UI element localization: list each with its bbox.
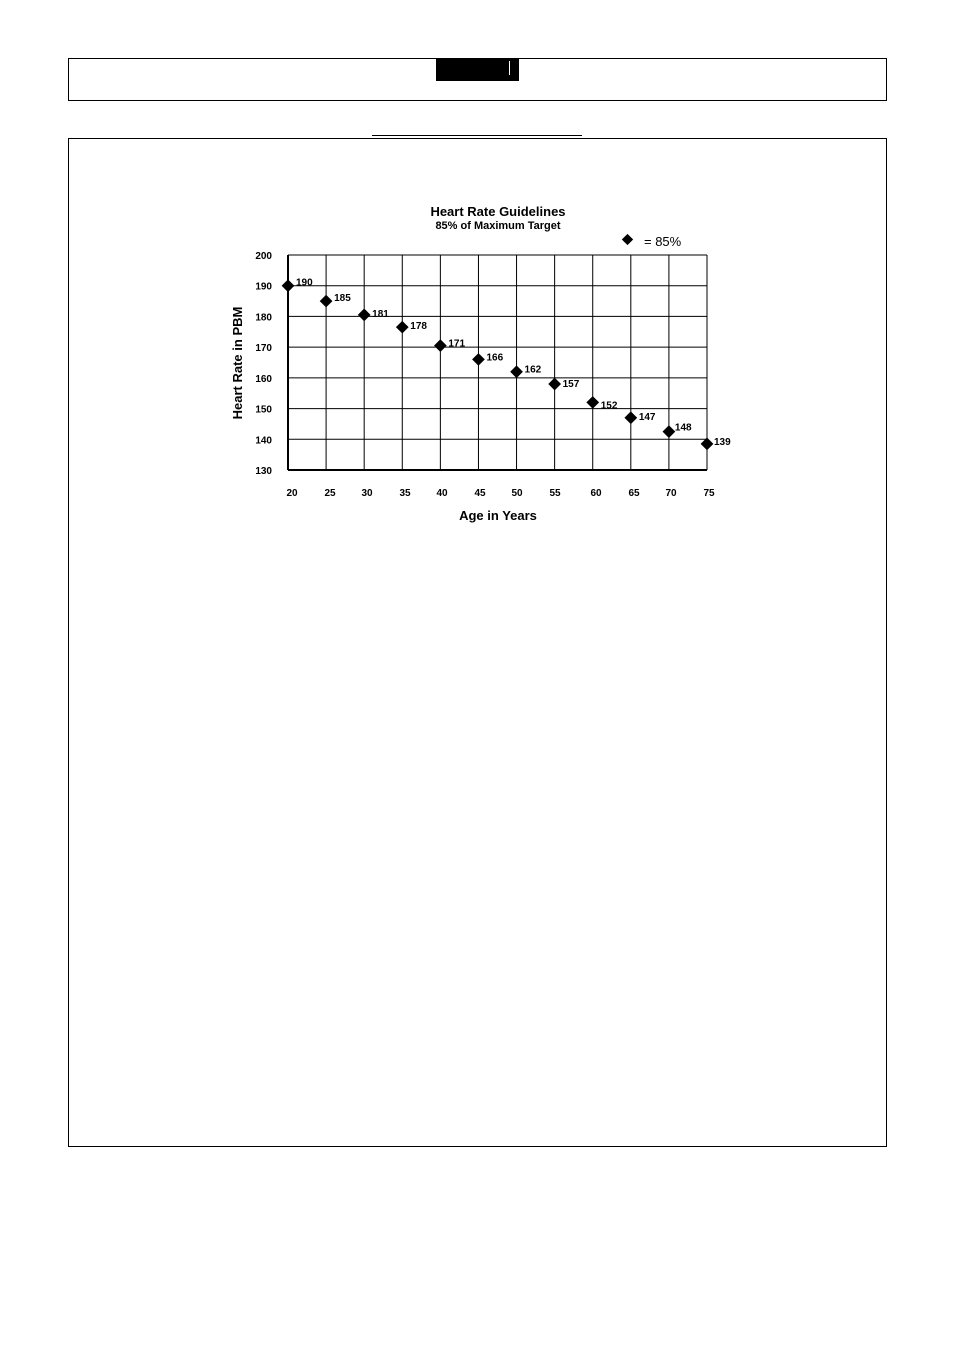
data-point-25	[320, 295, 333, 308]
x-tick-60: 60	[590, 488, 602, 499]
x-tick-30: 30	[361, 488, 373, 499]
y-tick-190: 190	[255, 281, 272, 293]
y-tick-140: 140	[255, 435, 272, 447]
data-point-70	[663, 425, 676, 438]
data-point-50	[510, 365, 523, 378]
x-tick-45: 45	[474, 488, 486, 499]
data-point-35	[396, 321, 409, 334]
data-label-50: 162	[524, 364, 542, 376]
chart-title: Heart Rate Guidelines	[430, 204, 566, 219]
data-label-25: 185	[334, 293, 351, 305]
data-label-55: 157	[562, 379, 580, 390]
data-point-30	[358, 309, 371, 322]
x-tick-75: 75	[703, 488, 715, 499]
x-tick-70: 70	[665, 488, 677, 499]
data-point-55	[548, 378, 561, 391]
y-axis-label: Heart Rate in PBM	[230, 306, 245, 420]
legend-marker	[622, 234, 633, 245]
data-label-20: 190	[296, 277, 313, 289]
x-axis-label: Age in Years	[459, 508, 537, 523]
x-tick-40: 40	[436, 488, 448, 499]
y-tick-150: 150	[255, 404, 272, 416]
data-point-45	[472, 353, 485, 366]
chart-legend	[622, 234, 682, 249]
legend-label: = 85%	[644, 234, 682, 249]
data-label-40: 171	[448, 338, 466, 350]
data-label-75: 139	[714, 436, 731, 448]
y-tick-160: 160	[255, 373, 272, 385]
x-axis-ticks	[286, 488, 715, 499]
data-label-45: 166	[486, 352, 504, 364]
data-point-60	[586, 396, 599, 409]
y-axis-ticks	[255, 251, 272, 477]
data-labels	[296, 278, 731, 448]
data-point-20	[282, 279, 295, 292]
chart-subtitle: 85% of Maximum Target	[435, 220, 561, 232]
x-tick-25: 25	[324, 488, 336, 499]
data-point-40	[434, 339, 447, 352]
y-tick-170: 170	[255, 343, 272, 355]
data-label-70: 148	[674, 422, 692, 434]
x-tick-55: 55	[549, 488, 561, 499]
data-points	[282, 279, 714, 450]
y-tick-130: 130	[255, 466, 272, 477]
data-label-65: 147	[638, 411, 656, 423]
x-tick-35: 35	[399, 488, 411, 499]
data-label-60: 152	[600, 400, 618, 412]
x-tick-50: 50	[511, 488, 523, 499]
data-point-65	[624, 411, 637, 424]
y-tick-180: 180	[255, 312, 272, 324]
x-tick-20: 20	[286, 488, 298, 499]
x-tick-65: 65	[628, 488, 640, 499]
data-label-35: 178	[410, 321, 427, 333]
y-tick-200: 200	[255, 251, 272, 262]
data-label-30: 181	[372, 308, 389, 320]
